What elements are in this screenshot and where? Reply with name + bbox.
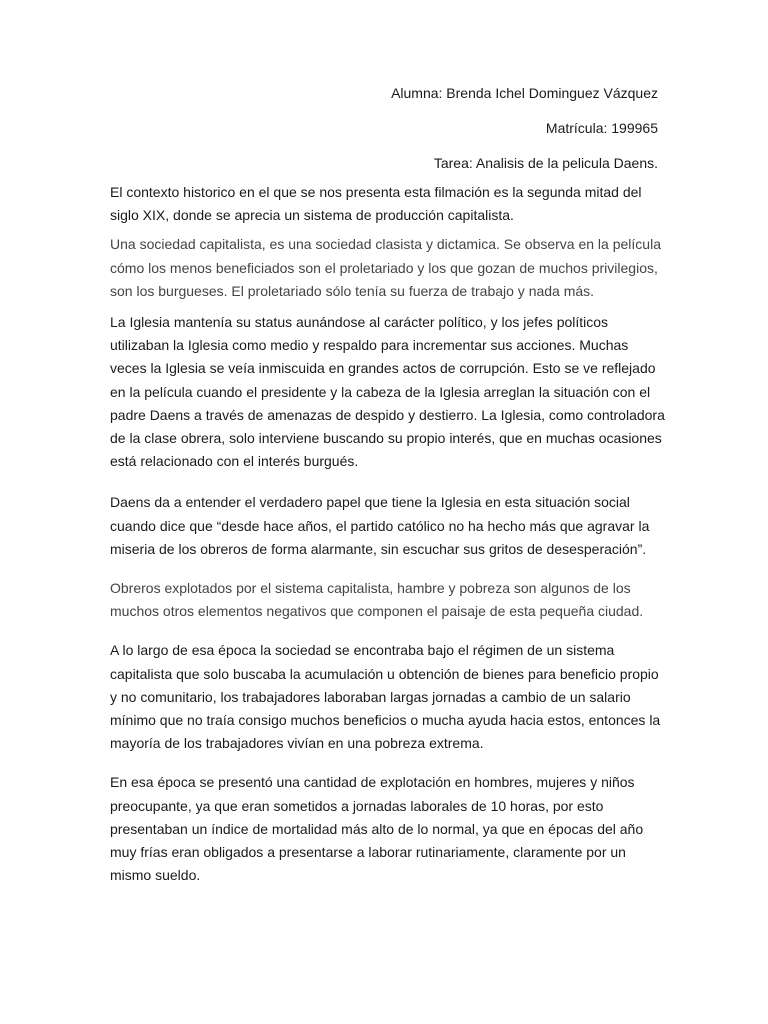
- document-body: [110, 181, 666, 887]
- student-id: Matrícula: 199965: [545, 120, 658, 136]
- paragraph-5: Obreros explotados por el sistema capitalista, hambre y pobreza son algunos de los muchos otros elementos negativos que componen el paisaje de esta pequeña ciudad.: [110, 580, 644, 620]
- paragraph-4: Daens da a entender el verdadero papel que tiene la Iglesia en esta situación social cuando dice que “desde hace años, el partido católico no ha hecho más que agravar la miseria de los obreros de forma alarmante, sin escuchar sus gritos de desesperación”.: [110, 494, 650, 557]
- task-title: Tarea: Analisis de la pelicula Daens.: [433, 155, 658, 171]
- paragraph-3: La Iglesia mantenía su status aunándose al carácter político, y los jefes políticos utilizaban la Iglesia como medio y respaldo para incrementar sus acciones. Muchas veces la Iglesia se veía inmiscuida en grandes actos de corrupción. Esto se ve reflejado en la película cuando el presidente y la cabeza de la Iglesia arreglan la situación con el padre Daens a través de amenazas de despido y destierro. La Iglesia, como controladora de la clase obrera, solo interviene buscando su propio interés, que en muchas ocasiones está relacionado con el interés burgués.: [110, 314, 665, 470]
- paragraph-7: En esa época se presentó una cantidad de explotación en hombres, mujeres y niños preocupante, ya que eran sometidos a jornadas laborales de 10 horas, por esto presentaban un índice de mortalidad más alto de lo normal, ya que en épocas del año muy frías eran obligados a presentarse a laborar rutinariamente, claramente por un mismo sueldo.: [110, 774, 644, 884]
- student-name: Alumna: Brenda Ichel Dominguez Vázquez: [391, 85, 658, 101]
- paragraph-2: Una sociedad capitalista, es una sociedad clasista y dictamica. Se observa en la película cómo los menos beneficiados son el proletariado y los que gozan de muchos privilegios, son los burgueses. El proletariado sólo tenía su fuerza de trabajo y nada más.: [110, 236, 661, 299]
- paragraph-1: El contexto historico en el que se nos presenta esta filmación es la segunda mitad del siglo XIX, donde se aprecia un sistema de producción capitalista.: [110, 184, 642, 224]
- document-header: [391, 84, 658, 189]
- paragraph-6: A lo largo de esa época la sociedad se encontraba bajo el régimen de un sistema capitalista que solo buscaba la acumulación u obtención de bienes para beneficio propio y no comunitario, los trabajadores laboraban largas jornadas a cambio de un salario mínimo que no traía consigo muchos beneficios o mucha ayuda hacia estos, entonces la mayoría de los trabajadores vivían en una pobreza extrema.: [110, 642, 661, 752]
